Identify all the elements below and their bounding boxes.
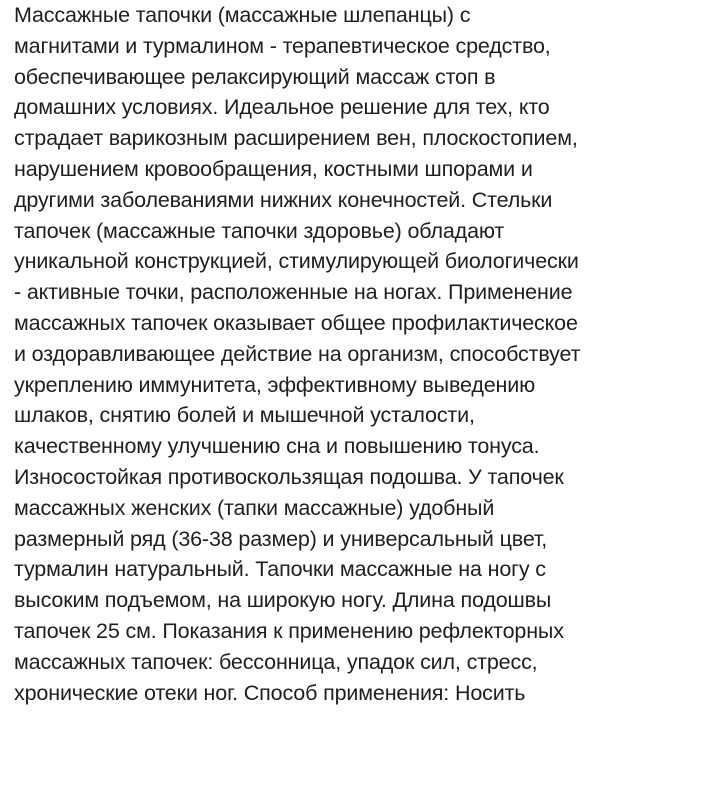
description-line: и оздоравливающее действие на организм, способствует	[14, 341, 581, 366]
description-line: тапочек 25 см. Показания к применению рефлекторных	[14, 618, 564, 643]
description-line: укреплению иммунитета, эффективному выведению	[14, 372, 536, 397]
description-line: - активные точки, расположенные на ногах. Применение	[14, 280, 573, 305]
description-line: Износостойкая противоскользящая подошва. У тапочек	[14, 464, 564, 489]
description-line: Массажные тапочки (массажные шлепанцы) с	[14, 3, 471, 27]
description-line: массажных тапочек: бессонница, упадок сил, стресс,	[14, 649, 538, 674]
description-line: уникальной конструкцией, стимулирующей биологически	[14, 249, 579, 274]
description-line: качественному улучшению сна и повышению тонуса.	[14, 434, 540, 459]
description-line: массажных тапочек оказывает общее профилактическое	[14, 310, 578, 335]
description-line: турмалин натуральный. Тапочки массажные на ногу с	[14, 557, 546, 582]
description-line: хронические отеки ног. Способ применения: Носить	[14, 680, 526, 705]
description-line: нарушением кровообращения, костными шпорами и	[14, 156, 533, 181]
description-line: другими заболеваниями нижних конечностей. Стельки	[14, 187, 553, 212]
description-line: высоким подъемом, на широкую ногу. Длина подошвы	[14, 588, 552, 613]
description-line: магнитами и турмалином - терапевтическое средство,	[14, 33, 551, 58]
description-line: массажных женских (тапки массажные) удобный	[14, 495, 495, 520]
description-line: тапочек (массажные тапочки здоровье) обладают	[14, 218, 505, 243]
description-line: размерный ряд (36-38 размер) и универсальный цвет,	[14, 526, 548, 551]
description-line: домашних условиях. Идеальное решение для тех, кто	[14, 95, 550, 120]
description-line: шлаков, снятию болей и мышечной усталости,	[14, 403, 475, 428]
product-description-text	[14, 0, 714, 708]
description-line: страдает варикозным расширением вен, плоскостопием,	[14, 126, 578, 151]
description-line: обеспечивающее релаксирующий массаж стоп в	[14, 64, 496, 89]
